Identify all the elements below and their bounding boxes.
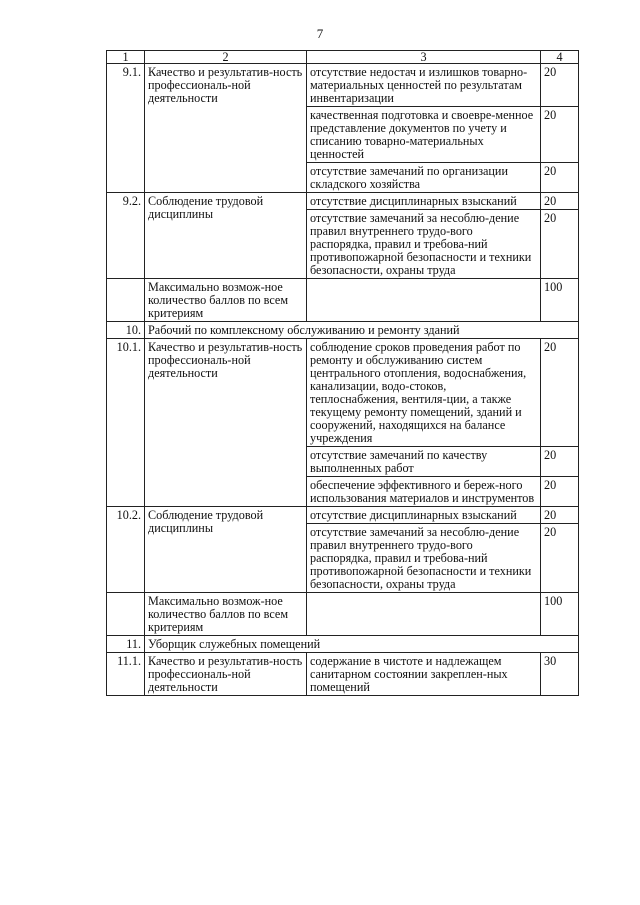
table-row <box>107 507 579 524</box>
section-number: 10. <box>107 322 145 339</box>
page-number: 7 <box>316 26 324 41</box>
table-header-row <box>107 51 579 64</box>
criterion-cell: обеспечение эффективного и береж-ного использования материалов и инструментов <box>307 477 541 507</box>
criterion-cell: отсутствие дисциплинарных взысканий <box>307 507 541 524</box>
criterion-cell: отсутствие замечаний за несоблю-дение правил внутреннего трудо-вого распорядка, правил и требова-ний противопожарной безопасности и техники безопасности, охраны труда <box>307 524 541 593</box>
criterion-cell: качественная подготовка и своевре-менное представление документов по учету и списанию товарно-материальных ценностей <box>307 107 541 163</box>
criterion-cell: соблюдение сроков проведения работ по ремонту и обслуживанию систем центрального отопления, водоснабжения, канализации, водо-стоков, теплоснабжения, вентиля-ции, а также текущему ремонту помещений, зданий и сооружений, находящихся на балансе учреждения <box>307 339 541 447</box>
criterion-cell: отсутствие недостач и излишков товарно-материальных ценностей по результатам инвентаризации <box>307 64 541 107</box>
category-cell: Качество и результатив-ность профессиональ-ной деятельности <box>145 339 307 507</box>
score-cell: 20 <box>541 107 579 163</box>
header-col-3: 3 <box>307 51 541 64</box>
category-cell: Качество и результатив-ность профессиональ-ной деятельности <box>145 64 307 193</box>
score-cell: 30 <box>541 653 579 696</box>
max-score-label: Максимально возмож-ное количество баллов по всем критериям <box>145 593 307 636</box>
table-row <box>107 64 579 107</box>
section-title: Рабочий по комплексному обслуживанию и ремонту зданий <box>145 322 579 339</box>
score-cell: 20 <box>541 507 579 524</box>
section-title: Уборщик служебных помещений <box>145 636 579 653</box>
table-row <box>107 339 579 447</box>
score-cell: 20 <box>541 447 579 477</box>
score-cell: 20 <box>541 163 579 193</box>
empty-cell <box>107 593 145 636</box>
score-cell: 20 <box>541 64 579 107</box>
category-cell: Соблюдение трудовой дисциплины <box>145 193 307 279</box>
row-number: 11.1. <box>107 653 145 696</box>
section-row <box>107 636 579 653</box>
category-cell: Качество и результатив-ность профессиональ-ной деятельности <box>145 653 307 696</box>
criterion-cell: содержание в чистоте и надлежащем санитарном состоянии закреплен-ных помещений <box>307 653 541 696</box>
max-score-value: 100 <box>541 593 579 636</box>
score-cell: 20 <box>541 524 579 593</box>
table-row <box>107 193 579 210</box>
criterion-cell: отсутствие замечаний за несоблю-дение правил внутреннего трудо-вого распорядка, правил и требова-ний противопожарной безопасности и техники безопасности, охраны труда <box>307 210 541 279</box>
row-number: 9.2. <box>107 193 145 279</box>
section-number: 11. <box>107 636 145 653</box>
score-cell: 20 <box>541 477 579 507</box>
total-row <box>107 593 579 636</box>
criterion-cell: отсутствие замечаний по организации складского хозяйства <box>307 163 541 193</box>
total-row <box>107 279 579 322</box>
category-cell: Соблюдение трудовой дисциплины <box>145 507 307 593</box>
score-cell: 20 <box>541 210 579 279</box>
empty-cell <box>107 279 145 322</box>
criteria-table <box>106 50 579 696</box>
row-number: 10.1. <box>107 339 145 507</box>
empty-cell <box>307 593 541 636</box>
section-row <box>107 322 579 339</box>
empty-cell <box>307 279 541 322</box>
header-col-1: 1 <box>107 51 145 64</box>
header-col-2: 2 <box>145 51 307 64</box>
criterion-cell: отсутствие замечаний по качеству выполненных работ <box>307 447 541 477</box>
score-cell: 20 <box>541 339 579 447</box>
row-number: 10.2. <box>107 507 145 593</box>
criterion-cell: отсутствие дисциплинарных взысканий <box>307 193 541 210</box>
row-number: 9.1. <box>107 64 145 193</box>
header-col-4: 4 <box>541 51 579 64</box>
max-score-value: 100 <box>541 279 579 322</box>
table-row <box>107 653 579 696</box>
score-cell: 20 <box>541 193 579 210</box>
max-score-label: Максимально возмож-ное количество баллов по всем критериям <box>145 279 307 322</box>
